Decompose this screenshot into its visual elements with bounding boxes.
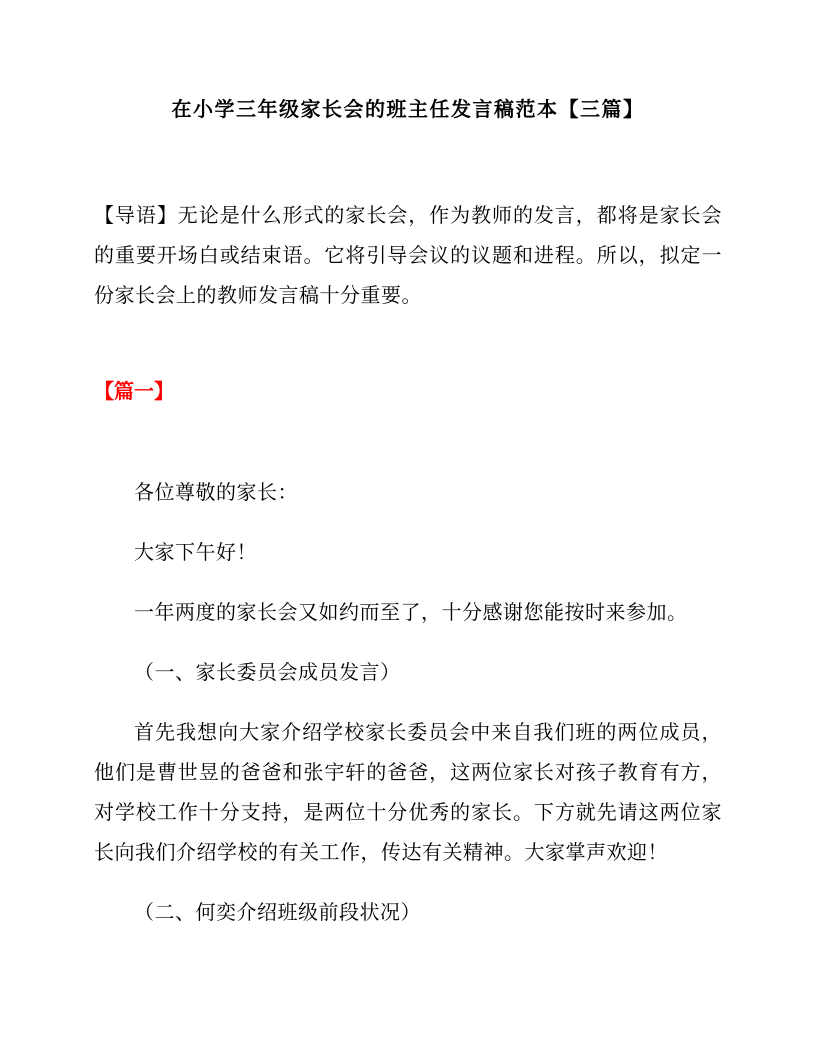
body-paragraph-thanks: 一年两度的家长会又如约而至了，十分感谢您能按时来参加。 <box>134 602 688 624</box>
body-paragraph-committee-intro: 首先我想向大家介绍学校家长委员会中来自我们班的两位成员，他们是曹世昱的爸爸和张宇轩的爸爸，这两位家长对孩子教育有方，对学校工作十分支持，是两位十分优秀的家长。下方就先请这两位家长向我们介绍学校的有关工作，传达有关精神。大家掌声欢迎！ <box>94 722 722 864</box>
document-title: 在小学三年级家长会的班主任发言稿范本【三篇】 <box>171 99 645 121</box>
intro-paragraph: 【导语】无论是什么形式的家长会，作为教师的发言，都将是家长会的重要开场白或结束语。它将引导会议的议题和进程。所以，拟定一份家长会上的教师发言稿十分重要。 <box>94 205 722 307</box>
body-paragraph-salutation: 各位尊敬的家长： <box>134 482 298 504</box>
body-paragraph-agenda-item-two: （二、何奕介绍班级前段状况） <box>134 902 421 924</box>
body-paragraph-greeting: 大家下午好！ <box>134 542 257 564</box>
section-heading-part-one: 【篇一】 <box>94 381 174 403</box>
body-paragraph-agenda-item-one: （一、家长委员会成员发言） <box>134 662 401 684</box>
